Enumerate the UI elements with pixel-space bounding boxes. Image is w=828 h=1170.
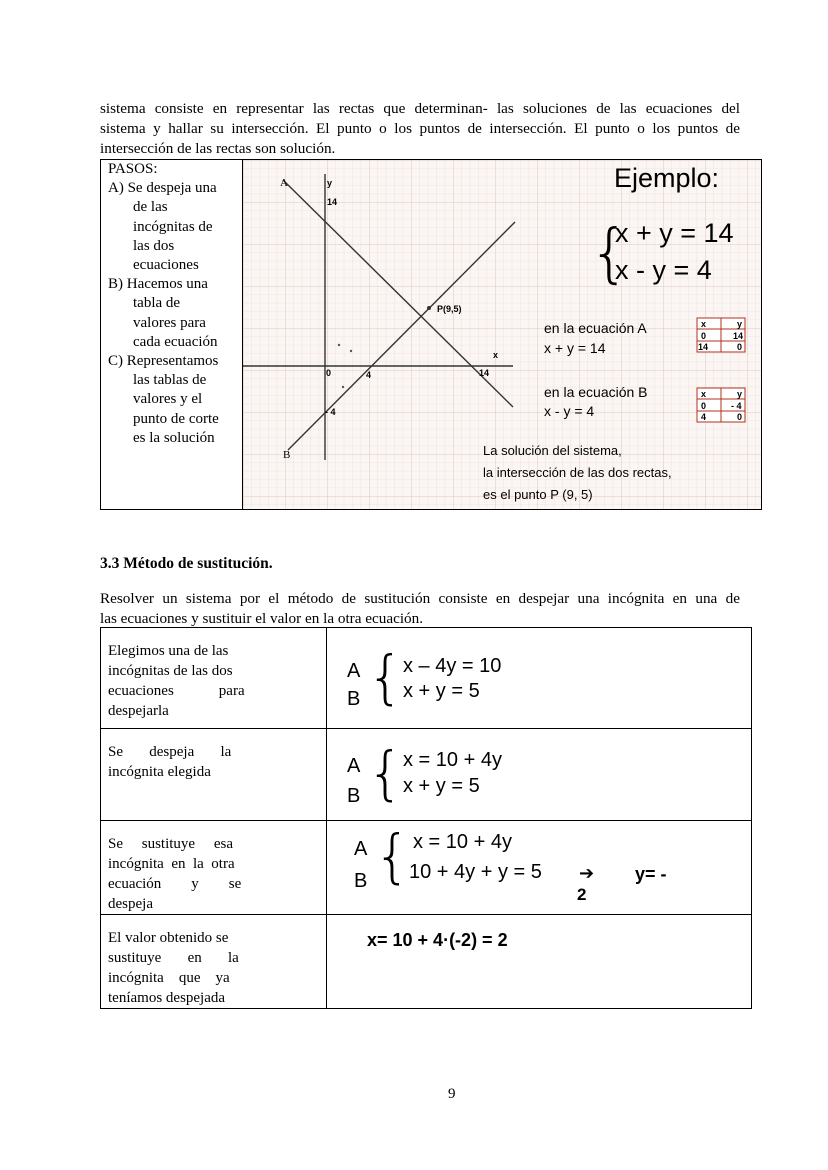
eq-b-caption: en la ecuación B [544, 384, 648, 400]
step-line: B) Hacemos una [108, 276, 208, 292]
example-title: Ejemplo: [614, 163, 720, 193]
y-tick-minus4: - 4 [325, 407, 336, 417]
substitution-steps-table [100, 627, 752, 1009]
graphic-method-box [100, 159, 762, 510]
step-text: incógnitas de las dos [108, 663, 233, 679]
step-equations [327, 729, 752, 821]
origin-label: 0 [326, 368, 332, 378]
table-b-cell: 0 [701, 401, 707, 411]
table-b-header-x: x [701, 389, 707, 399]
step-line: tabla de [133, 295, 181, 311]
table-a-cell: 0 [737, 342, 743, 352]
equation-a: x = 10 + 4y [403, 749, 502, 771]
step-equations [327, 915, 752, 1009]
equation-a: x – 4y = 10 [403, 655, 502, 677]
table-row [101, 915, 752, 1009]
step-line: es la solución [133, 430, 215, 446]
step-equations [327, 821, 752, 915]
step-text: despejarla [108, 703, 169, 719]
intro-line: sistema y hallar su intersección. El punto o los puntos de intersección. El punto o los puntos de [100, 120, 740, 137]
steps-column [101, 160, 243, 509]
equation-b: 10 + 4y + y = 5 [409, 861, 542, 883]
line-a-label: A [280, 177, 288, 189]
section-desc-line: las ecuaciones y sustituir el valor en la otra ecuación. [100, 610, 424, 627]
table-a-cell: 0 [701, 331, 707, 341]
step-text: Se sustituye esa [108, 836, 233, 852]
system-brace: { [589, 217, 630, 291]
table-row [101, 821, 752, 915]
table-b-header-y: y [737, 389, 743, 399]
intro-line: intersección de las rectas son solución. [100, 140, 336, 157]
intersection-point [427, 306, 431, 310]
value-table-a [697, 318, 745, 352]
solution-line: es el punto P (9, 5) [483, 487, 593, 502]
step-line: ecuaciones [133, 257, 199, 273]
table-a-cell: 14 [698, 342, 709, 352]
y-axis-label: y [327, 178, 333, 188]
label-a: A [347, 755, 361, 777]
arrow-icon: ➔ [579, 863, 595, 883]
step-text: ecuaciones para [108, 683, 245, 699]
substitution-formula: x= 10 + 4·(-2) = 2 [367, 930, 508, 950]
step-description [101, 628, 327, 729]
step-text: El valor obtenido se [108, 930, 229, 946]
x-tick-4: 4 [366, 370, 372, 380]
step-line: valores para [133, 315, 206, 331]
label-b: B [347, 785, 361, 807]
equation-a: x = 10 + 4y [413, 831, 512, 853]
eq-a-text: x + y = 14 [544, 340, 606, 356]
grid-dot [338, 344, 340, 346]
step-text: Se despeja la [108, 744, 232, 760]
section-description [100, 589, 740, 629]
equation-b: x + y = 5 [403, 680, 480, 702]
solution-line: La solución del sistema, [483, 443, 622, 458]
intro-line: sistema consiste en representar las rectas que determinan- las soluciones de las ecuaciones del [100, 100, 740, 117]
section-desc-line: Resolver un sistema por el método de sustitución consiste en despejar una incógnita en una de [100, 590, 740, 607]
label-b: B [354, 870, 368, 892]
section-title: 3.3 Método de sustitución. [100, 555, 273, 572]
step-line: cada ecuación [133, 334, 218, 350]
system-brace: { [367, 739, 404, 807]
system-brace: { [374, 822, 411, 890]
step-text: despeja [108, 896, 153, 912]
step-text: sustituye en la [108, 950, 239, 966]
intro-paragraph [100, 99, 740, 159]
step-description [101, 729, 327, 821]
table-row [101, 628, 752, 729]
step-text: teníamos despejada [108, 990, 226, 1006]
step-line: las dos [133, 238, 175, 254]
system-eq-a: x + y = 14 [615, 218, 734, 248]
eq-a-caption: en la ecuación A [544, 320, 647, 336]
system-brace: { [367, 643, 404, 711]
equation-b: x + y = 5 [403, 775, 480, 797]
system-eq-b: x - y = 4 [615, 255, 712, 285]
label-a: A [347, 660, 361, 682]
page-number: 9 [448, 1086, 456, 1102]
arrow-result: 2 [577, 885, 587, 904]
steps-title: PASOS: [108, 161, 158, 177]
point-label: P(9,5) [437, 304, 462, 314]
solution-line: la intersección de las dos rectas, [483, 465, 672, 480]
grid-dot [350, 350, 352, 352]
x-axis-label: x [493, 350, 499, 360]
label-b: B [347, 688, 361, 710]
x-tick-14: 14 [479, 368, 490, 378]
label-a: A [354, 838, 368, 860]
step-line: las tablas de [133, 372, 207, 388]
table-row [101, 729, 752, 821]
step-text: ecuación y se [108, 876, 242, 892]
table-b-cell: 0 [737, 412, 743, 422]
example-graphic [243, 160, 761, 509]
grid-dot [342, 386, 344, 388]
table-b-cell: 4 [701, 412, 707, 422]
step-text: incógnita elegida [108, 764, 211, 780]
step-line: incógnitas de [133, 219, 213, 235]
eq-b-text: x - y = 4 [544, 403, 595, 419]
step-line: C) Representamos [108, 353, 219, 369]
solved-value: y= - [635, 864, 667, 884]
step-description [101, 915, 327, 1009]
step-description [101, 821, 327, 915]
table-a-header-x: x [701, 319, 707, 329]
y-tick-14: 14 [327, 197, 338, 207]
step-text: incógnita en la otra [108, 856, 235, 872]
line-b-label: B [283, 449, 291, 461]
step-text: Elegimos una de las [108, 643, 229, 659]
example-panel [243, 160, 761, 509]
table-b-cell: - 4 [731, 401, 742, 411]
step-line: de las [133, 199, 168, 215]
step-text: incógnita que ya [108, 970, 230, 986]
step-equations [327, 628, 752, 729]
table-a-cell: 14 [733, 331, 744, 341]
table-a-header-y: y [737, 319, 743, 329]
step-line: A) Se despeja una [108, 180, 217, 196]
value-table-b [697, 388, 745, 422]
step-line: valores y el [133, 391, 203, 407]
step-line: punto de corte [133, 411, 219, 427]
